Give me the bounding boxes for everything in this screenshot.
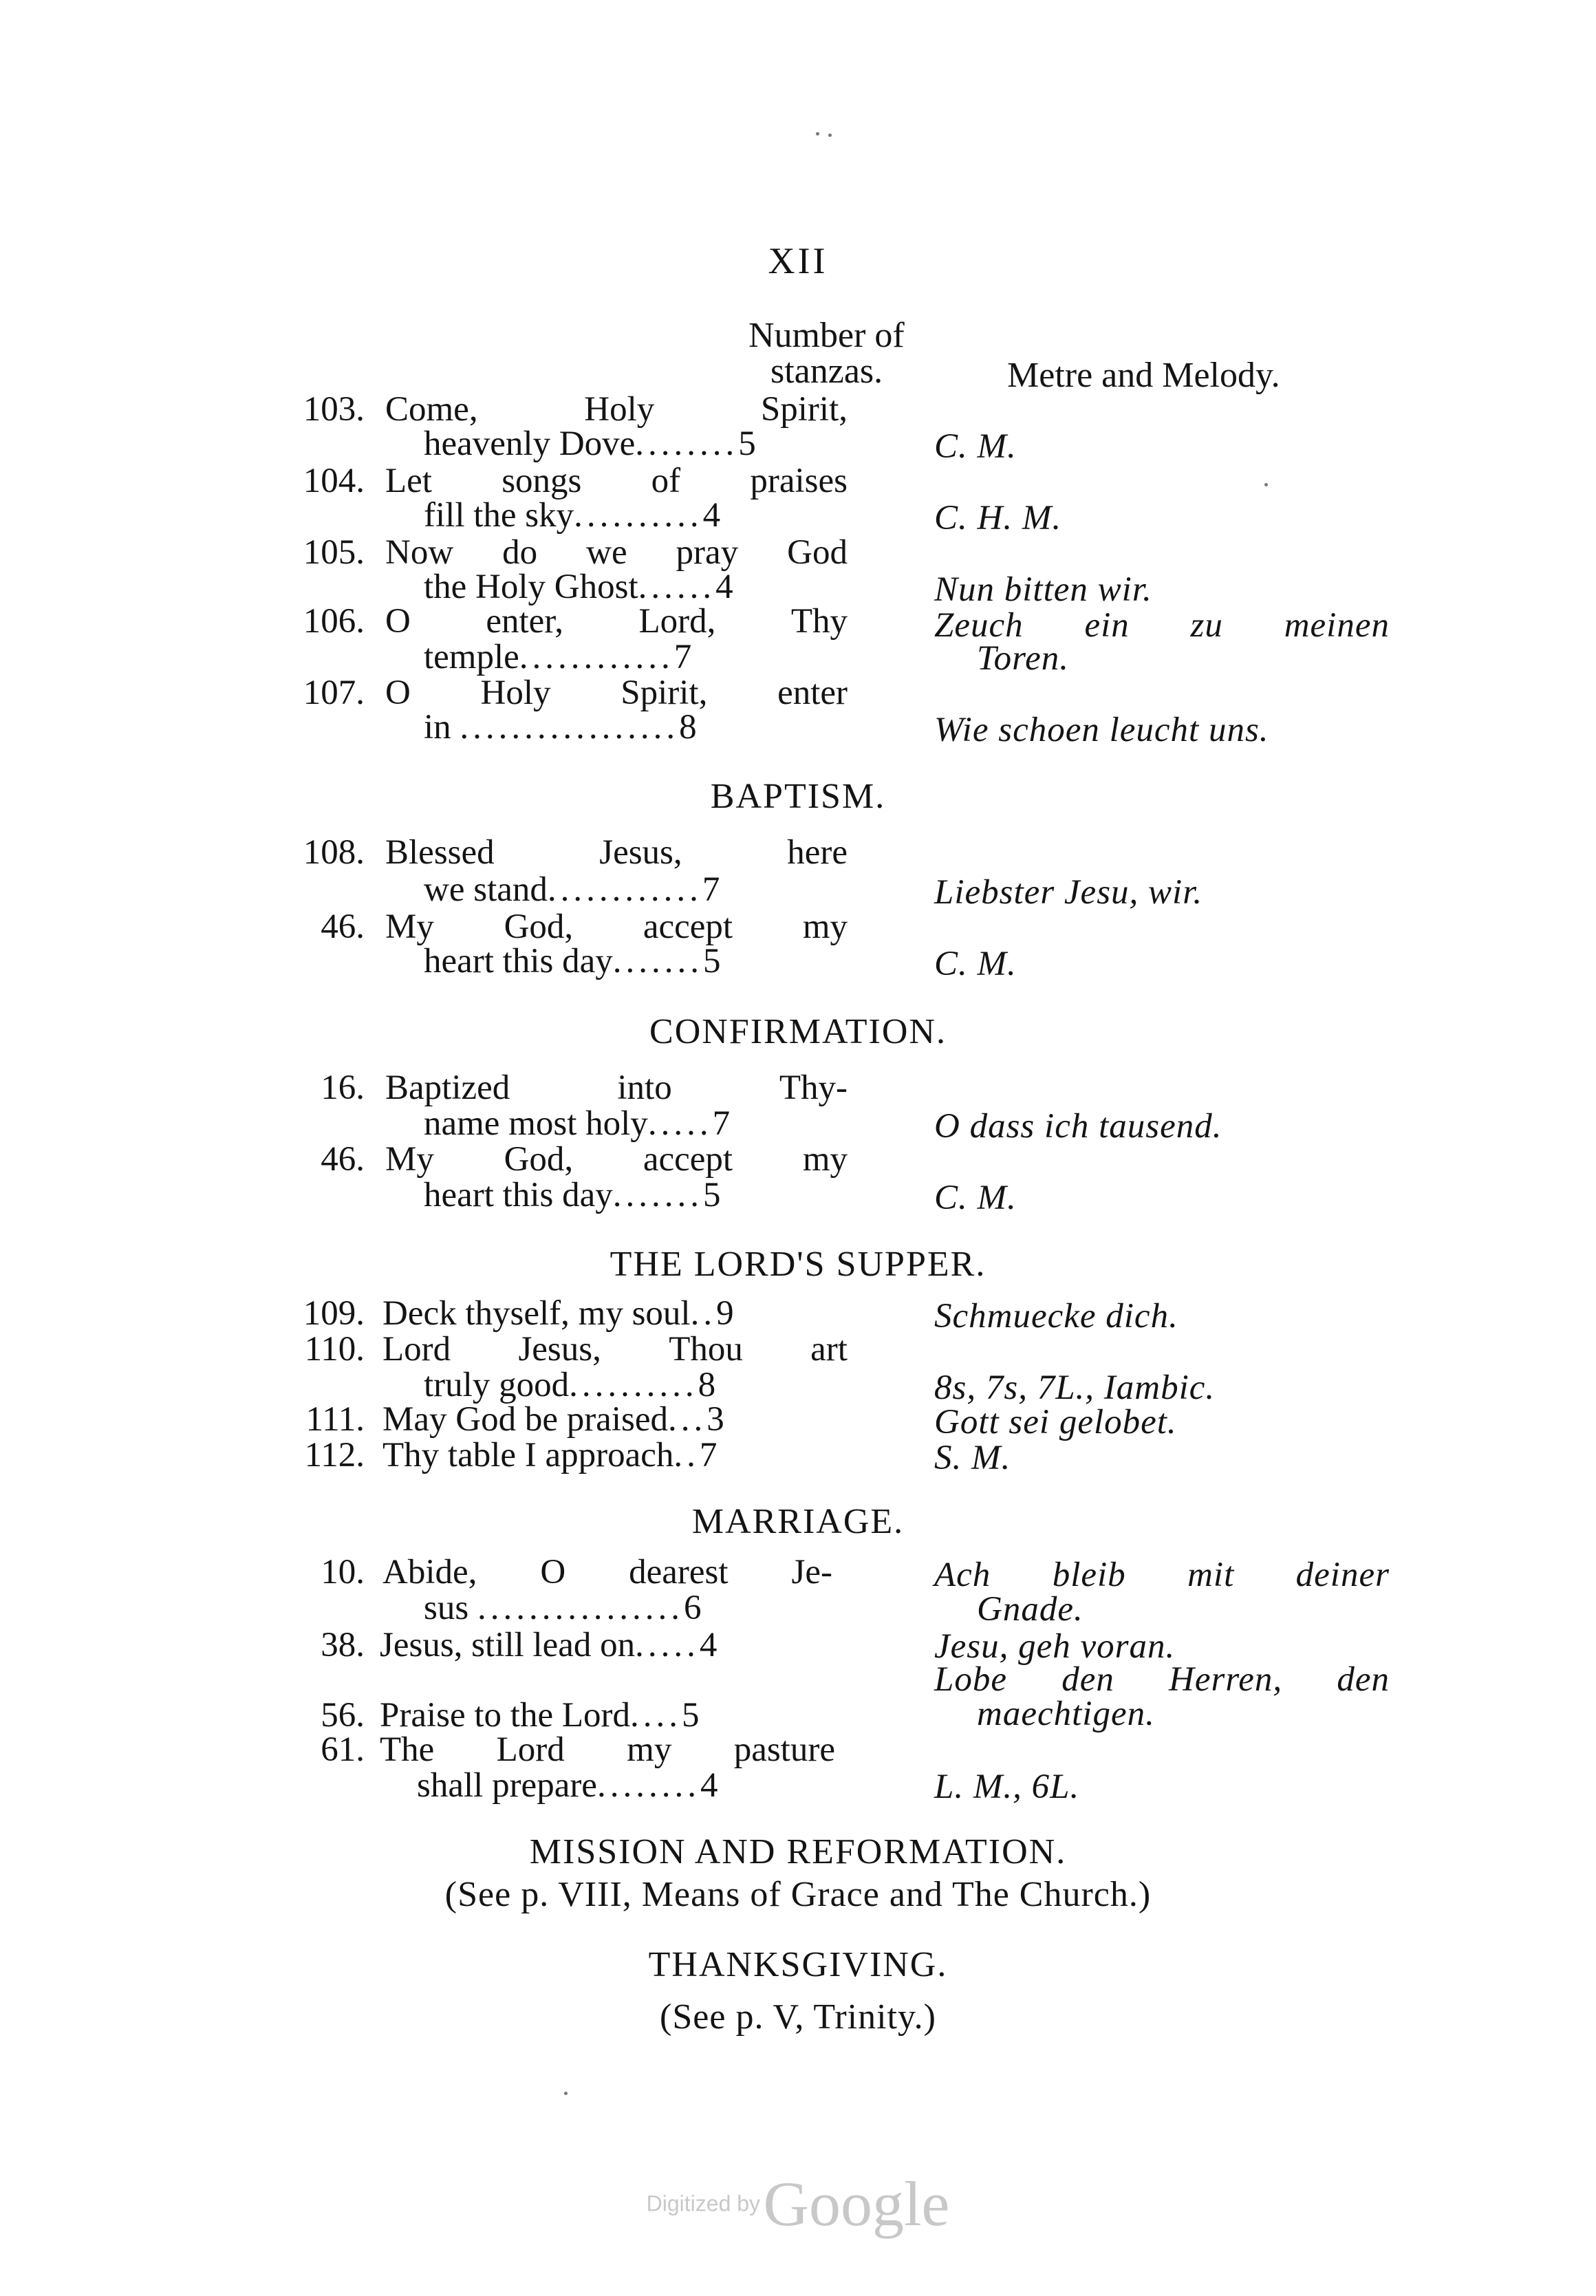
section-title-thanksgiving: THANKSGIVING.: [648, 1945, 948, 1984]
hymn-number: 46.: [321, 1140, 365, 1179]
stanzas-header-line2: stanzas.: [770, 352, 883, 391]
hymn-melody: Schmuecke dich.: [934, 1297, 1178, 1335]
hymn-title-line2: sus ................6: [424, 1589, 702, 1627]
hymn-melody: Gott sei gelobet.: [934, 1403, 1177, 1441]
hymn-title-line2: fill the sky..........4: [424, 496, 721, 535]
hymn-melody: C. M.: [934, 945, 1017, 983]
section-title-baptism: BAPTISM.: [710, 777, 886, 816]
hymn-melody: O dass ich tausend.: [934, 1107, 1222, 1146]
hymn-melody-cont: Gnade.: [977, 1590, 1083, 1629]
section-title-mission: MISSION AND REFORMATION.: [529, 1832, 1067, 1871]
section-note-mission: (See p. VIII, Means of Grace and The Church.): [444, 1875, 1152, 1914]
stray-mark: [1264, 483, 1268, 486]
hymn-number: 103.: [303, 390, 365, 429]
hymn-number: 112.: [304, 1436, 365, 1474]
watermark-label: Digitized by: [646, 2191, 761, 2216]
hymn-title-line2: heart this day.......5: [424, 1176, 721, 1214]
hymn-title-line2: the Holy Ghost......4: [424, 568, 733, 606]
hymn-title: Deck thyself, my soul..9: [382, 1294, 734, 1333]
hymn-melody: Nun bitten wir.: [934, 570, 1152, 609]
stray-mark: [564, 2092, 568, 2095]
hymn-melody: C. M.: [934, 427, 1017, 466]
hymn-number: 61.: [321, 1730, 365, 1769]
hymn-number: 111.: [305, 1400, 365, 1439]
hymn-title-line2: heart this day.......5: [424, 942, 721, 980]
hymn-melody: Zeuch ein zu meinen: [934, 606, 1390, 645]
hymn-title-line2: we stand............7: [424, 870, 720, 909]
hymn-melody-cont: Toren.: [977, 639, 1070, 678]
hymn-title-line1: O enter, Lord, Thy: [385, 602, 848, 641]
hymn-melody: Jesu, geh voran.: [934, 1627, 1176, 1666]
hymn-title-line1: Come, Holy Spirit,: [385, 390, 848, 429]
section-note-thanksgiving: (See p. V, Trinity.): [660, 1997, 936, 2037]
hymn-number: 38.: [321, 1626, 365, 1664]
hymn-melody: Ach bleib mit deiner: [934, 1556, 1390, 1594]
hymn-title-line1: O Holy Spirit, enter: [385, 674, 848, 712]
hymn-number: 104.: [303, 462, 365, 500]
metre-header: Metre and Melody.: [1007, 356, 1280, 395]
digitized-watermark: [0, 2167, 1596, 2240]
stray-mark: [828, 133, 832, 137]
hymn-melody: 8s, 7s, 7L., Iambic.: [934, 1369, 1216, 1407]
hymn-title-line2: truly good..........8: [424, 1366, 716, 1404]
stanzas-header-line1: Number of: [748, 316, 905, 355]
hymn-melody: C. H. M.: [934, 499, 1062, 537]
hymn-title-line2: shall prepare........4: [417, 1766, 718, 1805]
hymn-number: 46.: [321, 908, 365, 946]
hymn-title-line1: Let songs of praises: [385, 462, 848, 500]
hymn-melody: Liebster Jesu, wir.: [934, 873, 1203, 912]
hymn-title: Praise to the Lord....5: [380, 1696, 700, 1735]
page-number: XII: [768, 240, 828, 281]
hymn-title-line1: My God, accept my: [385, 1140, 848, 1179]
hymn-title-line1: Abide, O dearest Je-: [382, 1553, 832, 1591]
hymn-title: May God be praised...3: [382, 1400, 724, 1439]
hymn-number: 16.: [321, 1069, 365, 1107]
section-title-marriage: MARRIAGE.: [691, 1502, 905, 1541]
hymn-number: 109.: [303, 1294, 365, 1333]
hymn-melody: C. M.: [934, 1179, 1017, 1217]
google-logo: Google: [763, 2169, 950, 2239]
hymn-melody: Lobe den Herren, den: [934, 1660, 1390, 1699]
hymn-number: 106.: [303, 602, 365, 641]
hymn-title-line2: in .................8: [424, 708, 697, 747]
hymn-number: 10.: [321, 1553, 365, 1591]
hymn-title-line1: Lord Jesus, Thou art: [382, 1330, 848, 1369]
hymn-title-line1: My God, accept my: [385, 908, 848, 946]
hymn-title-line2: name most holy.....7: [424, 1104, 731, 1143]
hymn-number: 105.: [303, 533, 365, 572]
hymn-title-line1: Now do we pray God: [385, 533, 848, 572]
hymn-title-line2: temple............7: [424, 638, 692, 676]
hymn-number: 56.: [321, 1696, 365, 1735]
hymn-title: Jesus, still lead on.....4: [380, 1626, 718, 1664]
hymn-title-line2: heavenly Dove........5: [424, 425, 756, 463]
section-title-lords-supper: THE LORD'S SUPPER.: [610, 1245, 986, 1284]
hymn-title: Thy table I approach..7: [382, 1436, 718, 1474]
hymn-melody: L. M., 6L.: [934, 1768, 1080, 1806]
hymn-number: 110.: [304, 1330, 365, 1369]
hymn-melody: S. M.: [934, 1439, 1011, 1477]
hymn-title-line1: Blessed Jesus, here: [385, 833, 848, 872]
hymn-number: 108.: [303, 833, 365, 872]
hymn-melody: Wie schoen leucht uns.: [934, 711, 1269, 749]
stray-mark: [816, 132, 819, 136]
hymn-title-line1: The Lord my pasture: [380, 1730, 835, 1769]
hymn-number: 107.: [303, 674, 365, 712]
section-title-confirmation: CONFIRMATION.: [649, 1012, 947, 1051]
hymn-title-line1: Baptized into Thy-: [385, 1069, 848, 1107]
hymn-melody-cont: maechtigen.: [977, 1695, 1155, 1733]
